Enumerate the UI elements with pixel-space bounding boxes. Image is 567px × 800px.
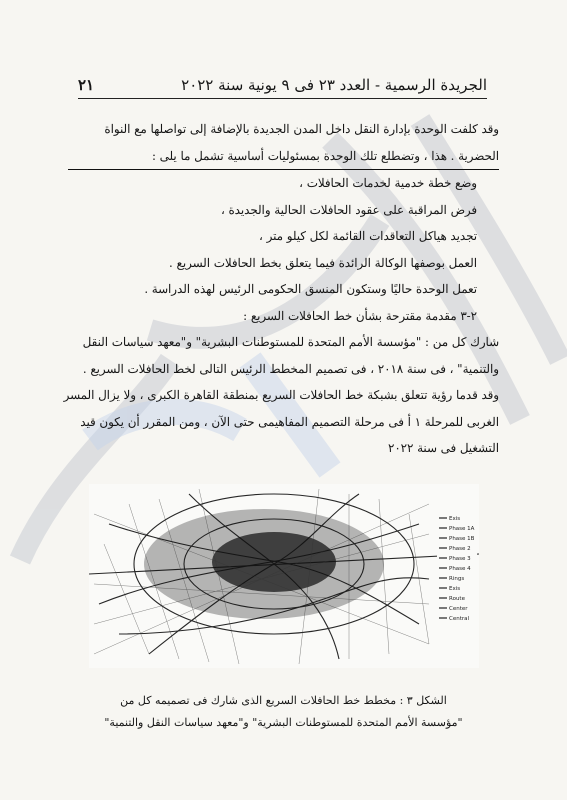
gazette-title: الجريدة الرسمية - العدد ٢٣ فى ٩ يونية سنة ٢٠٢٢ — [181, 76, 487, 94]
body-line: التشغيل فى سنة ٢٠٢٢ — [388, 441, 499, 455]
legend-label: Phase 1A — [449, 526, 475, 532]
list-item: تجديد هياكل التعاقدات القائمة لكل كيلو متر ، — [259, 229, 477, 243]
section-heading: ٢-٣ مقدمة مقترحة بشأن خط الحافلات السريع : — [243, 308, 477, 323]
article-body — [63, 116, 499, 462]
body-line: وقد كلفت الوحدة بإدارة النقل داخل المدن الجديدة بالإضافة إلى تواصلها مع النواة — [104, 122, 499, 136]
caption-line: "مؤسسة الأمم المتحدة للمستوطنات البشرية" و"معهد سياسات النقل والتنمية" — [104, 716, 463, 729]
body-line: شارك كل من : "مؤسسة الأمم المتحدة للمستوطنات البشرية" و"معهد سياسات النقل — [82, 335, 499, 349]
list-item: العمل بوصفها الوكالة الرائدة فيما يتعلق بخط الحافلات السريع . — [169, 255, 477, 270]
caption-line: الشكل ٣ : مخطط خط الحافلات السريع الذى شارك فى تصميمه كل من — [120, 694, 447, 707]
map-legend — [437, 512, 477, 632]
body-line: وقد قدما رؤية تتعلق بشبكة خط الحافلات السريع بمنطقة القاهرة الكبرى ، ولا يزال المسر — [63, 388, 499, 402]
body-line: الغربى للمرحلة ١ أ فى مرحلة التصميم المفاهيمى حتى الآن ، ومن المقرر أن يكون قيد — [80, 414, 499, 429]
list-item: فرض المراقبة على عقود الحافلات الحالية والجديدة ، — [220, 202, 477, 217]
page-number: ٢١ — [78, 76, 95, 94]
body-line: والتنمية" ، فى سنة ٢٠١٨ ، فى تصميم المخطط الرئيس التالى لخط الحافلات السريع . — [82, 361, 499, 376]
list-item: وضع خطة خدمية لخدمات الحافلات ، — [299, 176, 477, 190]
legend-label: Central — [449, 616, 470, 622]
legend-label: Exis — [449, 586, 461, 592]
legend-label: Phase 1B — [449, 536, 475, 542]
map-graphic — [89, 484, 479, 668]
legend-label: Phase 4 — [449, 566, 471, 572]
figure-caption — [100, 690, 467, 734]
brt-network-map — [89, 484, 479, 668]
legend-label: Phase 3 — [449, 556, 471, 562]
legend-label: Rings — [449, 576, 465, 582]
legend-label: Exis — [449, 516, 461, 522]
list-item: تعمل الوحدة حاليًا وستكون المنسق الحكومى الرئيس لهذه الدراسة . — [144, 282, 477, 296]
legend-label: Phase 2 — [449, 546, 471, 552]
legend-label: Center — [449, 606, 468, 612]
body-line: الحضرية . هذا ، وتضطلع تلك الوحدة بمسئوليات أساسية تشمل ما يلى : — [68, 143, 499, 171]
legend-label: Route — [449, 596, 465, 602]
page-header — [78, 60, 487, 99]
